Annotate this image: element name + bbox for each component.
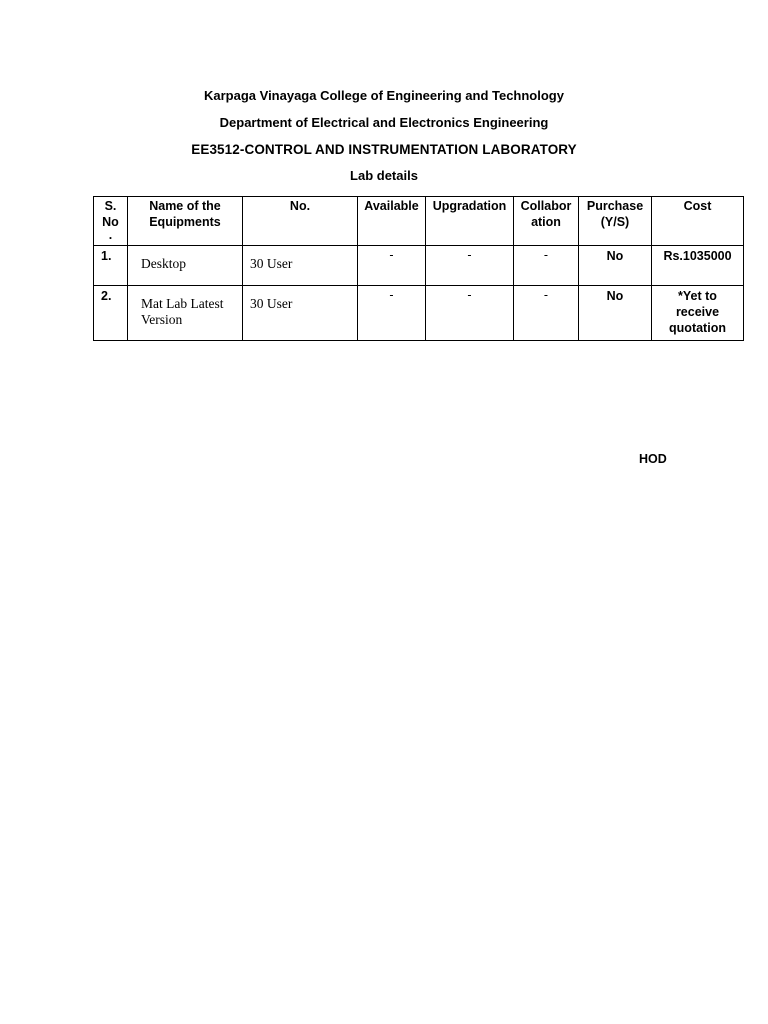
row-purchase: No	[579, 246, 652, 286]
row-cost	[652, 286, 744, 341]
row-equipment-name	[128, 246, 243, 286]
row-sno: 2.	[94, 286, 128, 341]
row-quantity: 30 User	[243, 246, 358, 286]
header-cost-label: Cost	[683, 199, 712, 213]
row-equipment-name-line2: Version	[141, 312, 183, 327]
row-collaboration: -	[514, 246, 579, 286]
header-name-line1: Name of the	[149, 199, 221, 213]
row-cost-line3: quotation	[669, 321, 726, 335]
hod-signatory: HOD	[639, 452, 667, 466]
row-equipment-name	[128, 286, 243, 341]
header-sno	[94, 197, 128, 246]
row-cost-line1: *Yet to	[678, 289, 717, 303]
row-sno: 1.	[94, 246, 128, 286]
department-name: Department of Electrical and Electronics Engineering	[219, 115, 549, 130]
header-available-label: Available	[364, 199, 419, 213]
table-row	[94, 246, 744, 286]
row-quantity: 30 User	[243, 286, 358, 341]
row-cost	[652, 246, 744, 286]
lab-details-subtitle: Lab details	[350, 168, 418, 183]
table-header-row	[94, 197, 744, 246]
row-equipment-name-line1: Mat Lab Latest	[141, 296, 224, 311]
header-sno-line2: No	[102, 215, 119, 229]
header-name	[128, 197, 243, 246]
header-sno-line1: S.	[104, 199, 117, 213]
header-cost	[652, 197, 744, 246]
row-available: -	[358, 246, 426, 286]
header-no-label: No.	[289, 199, 311, 213]
college-name: Karpaga Vinayaga College of Engineering and Technology	[204, 88, 564, 103]
row-available: -	[358, 286, 426, 341]
row-collaboration: -	[514, 286, 579, 341]
header-no	[243, 197, 358, 246]
header-upgradation	[426, 197, 514, 246]
row-cost-line2: receive	[675, 305, 720, 319]
lab-details-table	[93, 196, 744, 341]
header-purchase-line1: Purchase	[586, 199, 644, 213]
header-purchase-line2: (Y/S)	[600, 215, 630, 229]
header-purchase	[579, 197, 652, 246]
header-sno-line3: .	[108, 228, 113, 242]
row-cost-line1: Rs.1035000	[663, 249, 732, 263]
row-upgradation: -	[426, 286, 514, 341]
header-name-line2: Equipments	[149, 215, 221, 229]
header-available	[358, 197, 426, 246]
header-upgradation-label: Upgradation	[432, 199, 507, 213]
lab-title: EE3512-CONTROL AND INSTRUMENTATION LABORATORY	[191, 142, 577, 157]
header-collab-line1: Collabor	[520, 199, 572, 213]
row-upgradation: -	[426, 246, 514, 286]
header-collab-line2: ation	[531, 215, 561, 229]
table-row	[94, 286, 744, 341]
row-purchase: No	[579, 286, 652, 341]
row-equipment-name-line1: Desktop	[141, 256, 186, 271]
header-collaboration	[514, 197, 579, 246]
